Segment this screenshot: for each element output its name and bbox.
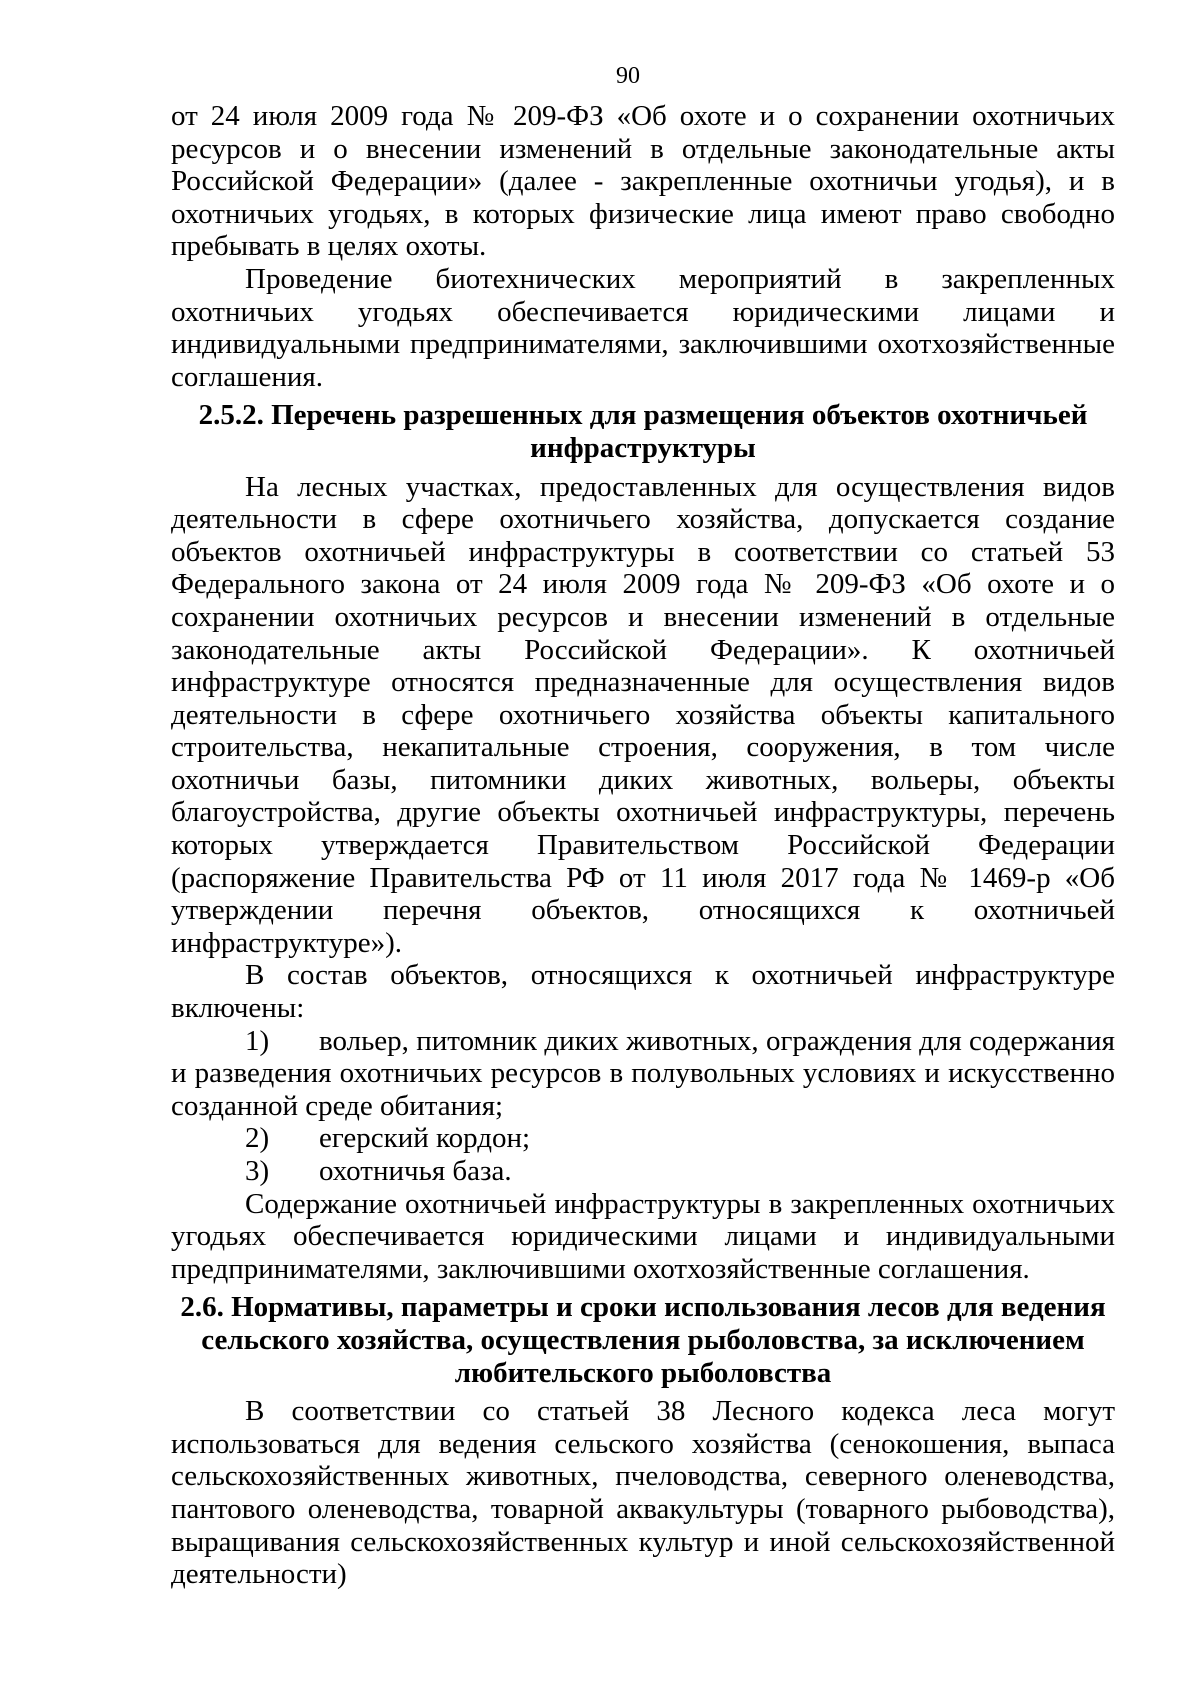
list-item — [171, 1155, 1115, 1188]
paragraph-infrastructure-maintenance: Содержание охотничьей инфраструктуры в закрепленных охотничьих угодьях обеспечивается юридическими лицами и индивидуальными предпринимателями, заключившими охотхозяйственные соглашения. — [171, 1187, 1115, 1285]
list-item — [171, 1122, 1115, 1155]
list-item-text: охотничья база. — [319, 1155, 512, 1187]
list-item — [171, 1025, 1115, 1123]
section-heading-2-5-2 — [171, 399, 1115, 464]
paragraph-continuation: от 24 июля 2009 года № 209-ФЗ «Об охоте и о сохранении охотничьих ресурсов и о внесении изменений в отдельные законодательные акты Российской Федерации» (далее - закрепленные охотничьи угодья), и в охотничьих угодьях, в которых физические лица имеют право свободно пребывать в целях охоты. — [171, 100, 1115, 263]
page-number: 90 — [616, 63, 640, 89]
list-item-text: вольер, питомник диких животных, ограждения для содержания и разведения охотничьих ресурсов в полувольных условиях и искусственно созданной среде обитания; — [171, 1024, 1115, 1122]
paragraph-biotechnical-measures: Проведение биотехнических мероприятий в закрепленных охотничьих угодьях обеспечивается юридическими лицами и индивидуальными предпринимателями, заключившими охотхозяйственные соглашения. — [171, 262, 1115, 393]
list-item-number: 2) — [245, 1122, 270, 1155]
section-heading-line: любительского рыболовства — [454, 1356, 832, 1389]
paragraph-infrastructure-objects: На лесных участках, предоставленных для осуществления видов деятельности в сфере охотничьего хозяйства, допускается создание объектов охотничьей инфраструктуры в соответствии со статьей 53 Федерального закона от 24 июля 2009 года № 209-ФЗ «Об охоте и о сохранении охотничьих ресурсов и внесении изменений в отдельные законодательные акты Российской Федерации». К охотничьей инфраструктуре относятся предназначенные для осуществления видов деятельности в сфере охотничьего хозяйства объекты капитального строительства, некапитальные строения, сооружения, в том числе охотничьи базы, питомники диких животных, вольеры, объекты благоустройства, другие объекты охотничьей инфраструктуры, перечень которых утверждается Правительством Российской Федерации (распоряжение Правительства РФ от 11 июля 2017 года № 1469-р «Об утверждении перечня объектов, относящихся к охотничьей инфраструктуре»). — [171, 470, 1115, 959]
section-heading-line: 2.6. Нормативы, параметры и сроки использования лесов для ведения — [180, 1291, 1106, 1324]
list-item-number: 3) — [245, 1155, 270, 1187]
section-heading-line: инфраструктуры — [530, 431, 756, 464]
list-item-number: 1) — [245, 1024, 270, 1057]
paragraph-forest-code-article-38: В соответствии со статьей 38 Лесного кодекса леса могут использоваться для ведения сельского хозяйства (сенокошения, выпаса сельскохозяйственных животных, пчеловодства, северного оленеводства, пантового оленеводства, товарной аквакультуры (товарного рыбоводства), выращивания сельскохозяйственных культур и иной сельскохозяйственной деятельности) — [171, 1395, 1115, 1591]
list-item-text: егерский кордон; — [319, 1122, 531, 1155]
paragraph-list-intro: В состав объектов, относящихся к охотничьей инфраструктуре включены: — [171, 959, 1115, 1025]
section-heading-2-6 — [171, 1291, 1115, 1389]
section-heading-line: сельского хозяйства, осуществления рыболовства, за исключением — [201, 1323, 1085, 1356]
section-heading-line: 2.5.2. Перечень разрешенных для размещения объектов охотничьей — [198, 399, 1088, 432]
